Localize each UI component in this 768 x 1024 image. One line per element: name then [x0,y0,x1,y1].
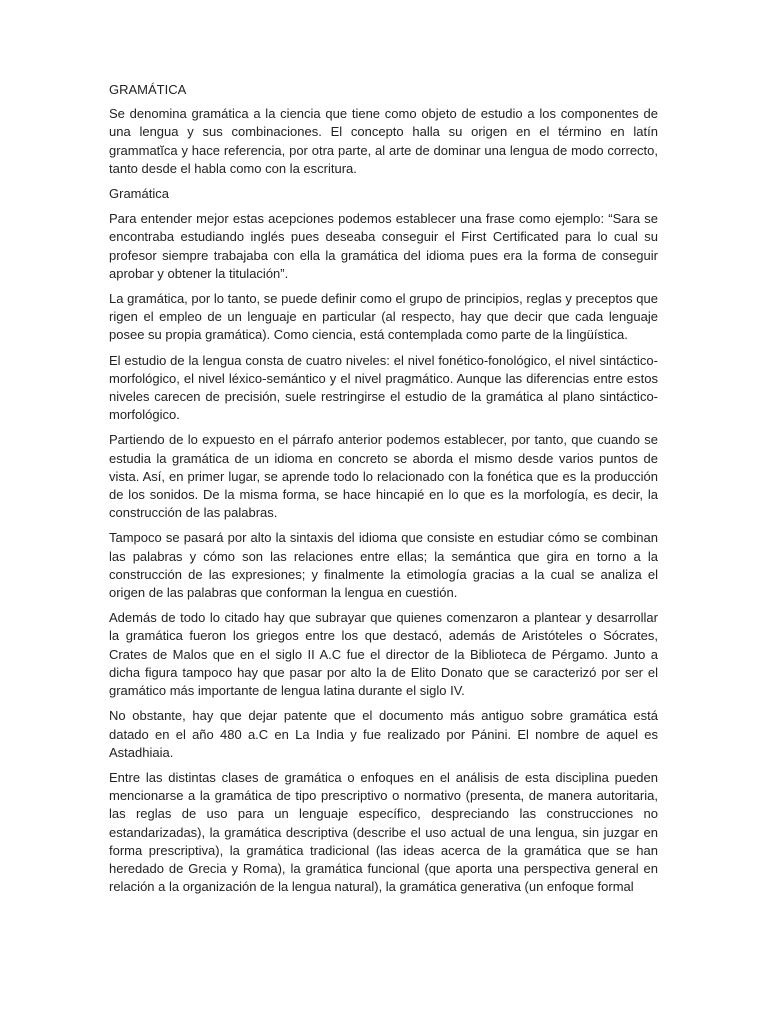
paragraph-syntax: Tampoco se pasará por alto la sintaxis del idioma que consiste en estudiar cómo se combinan las palabras y cómo son las relaciones entre ellas; la semántica que gira en torno a la construcción de las expresiones; y finalmente la etimología gracias a la cual se analiza el origen de las palabras que conforman la lengua en cuestión. [109,530,658,601]
section-subtitle: Gramática [109,186,169,202]
paragraph-grammar-types: Entre las distintas clases de gramática o enfoques en el análisis de esta disciplina pueden mencionarse a la gramática de tipo prescriptivo o normativo (presenta, de manera autoritaria, las reglas de uso para un lenguaje específico, despreciando las construcciones no estandarizadas), la gramática descriptiva (describe el uso actual de una lengua, sin juzgar en forma prescriptiva), la gramática tradicional (las ideas acerca de la gramática que se han heredado de Grecia y Roma), la gramática funcional (que aporta una perspectiva general en relación a la organización de la lengua natural), la gramática generativa (un enfoque formal [109,769,658,895]
document-page [109,81,658,903]
document-title: GRAMÁTICA [109,82,187,97]
paragraph-viewpoints: Partiendo de lo expuesto en el párrafo anterior podemos establecer, por tanto, que cuando se estudia la gramática de un idioma en concreto se aborda el mismo desde varios puntos de vista. Así, en primer lugar, se aprende todo lo relacionado con la fonética que es la producción de los sonidos. De la misma forma, se hace hincapié en lo que es la morfología, es decir, la construcción de las palabras. [109,432,658,521]
paragraph-history: Además de todo lo citado hay que subrayar que quienes comenzaron a plantear y desarrollar la gramática fueron los griegos entre los que destacó, además de Aristóteles o Sócrates, Crates de Malos que en el siglo II A.C fue el director de la Biblioteca de Pérgamo. Junto a dicha figura tampoco hay que pasar por alto la de Elito Donato que se caracterizó por ser el gramático más importante de lengua latina durante el siglo IV. [109,610,658,699]
paragraph-definition: La gramática, por lo tanto, se puede definir como el grupo de principios, reglas y preceptos que rigen el empleo de un lenguaje en particular (al respecto, hay que decir que cada lenguaje posee su propia gramática). Como ciencia, está contemplada como parte de la lingüística. [109,291,658,343]
paragraph-levels: El estudio de la lengua consta de cuatro niveles: el nivel fonético-fonológico, el nivel sintáctico-morfológico, el nivel léxico-semántico y el nivel pragmático. Aunque las diferencias entre estos niveles carecen de precisión, suele restringirse el estudio de la gramática al plano sintáctico-morfológico. [109,352,658,423]
paragraph-example: Para entender mejor estas acepciones podemos establecer una frase como ejemplo: “Sara se encontraba estudiando inglés pues deseaba conseguir el First Certificated para lo cual su profesor siempre trabajaba con ella la gramática del idioma pues era la forma de conseguir aprobar y obtener la titulación”. [109,211,658,281]
paragraph-oldest-document: No obstante, hay que dejar patente que el documento más antiguo sobre gramática está datado en el año 480 a.C en La India y fue realizado por Pánini. El nombre de aquel es Astadhiaia. [109,708,658,760]
intro-paragraph: Se denomina gramática a la ciencia que tiene como objeto de estudio a los componentes de una lengua y sus combinaciones. El concepto halla su origen en el término en latín grammatĭca y hace referencia, por otra parte, al arte de dominar una lengua de modo correcto, tanto desde el habla como con la escritura. [109,106,658,176]
